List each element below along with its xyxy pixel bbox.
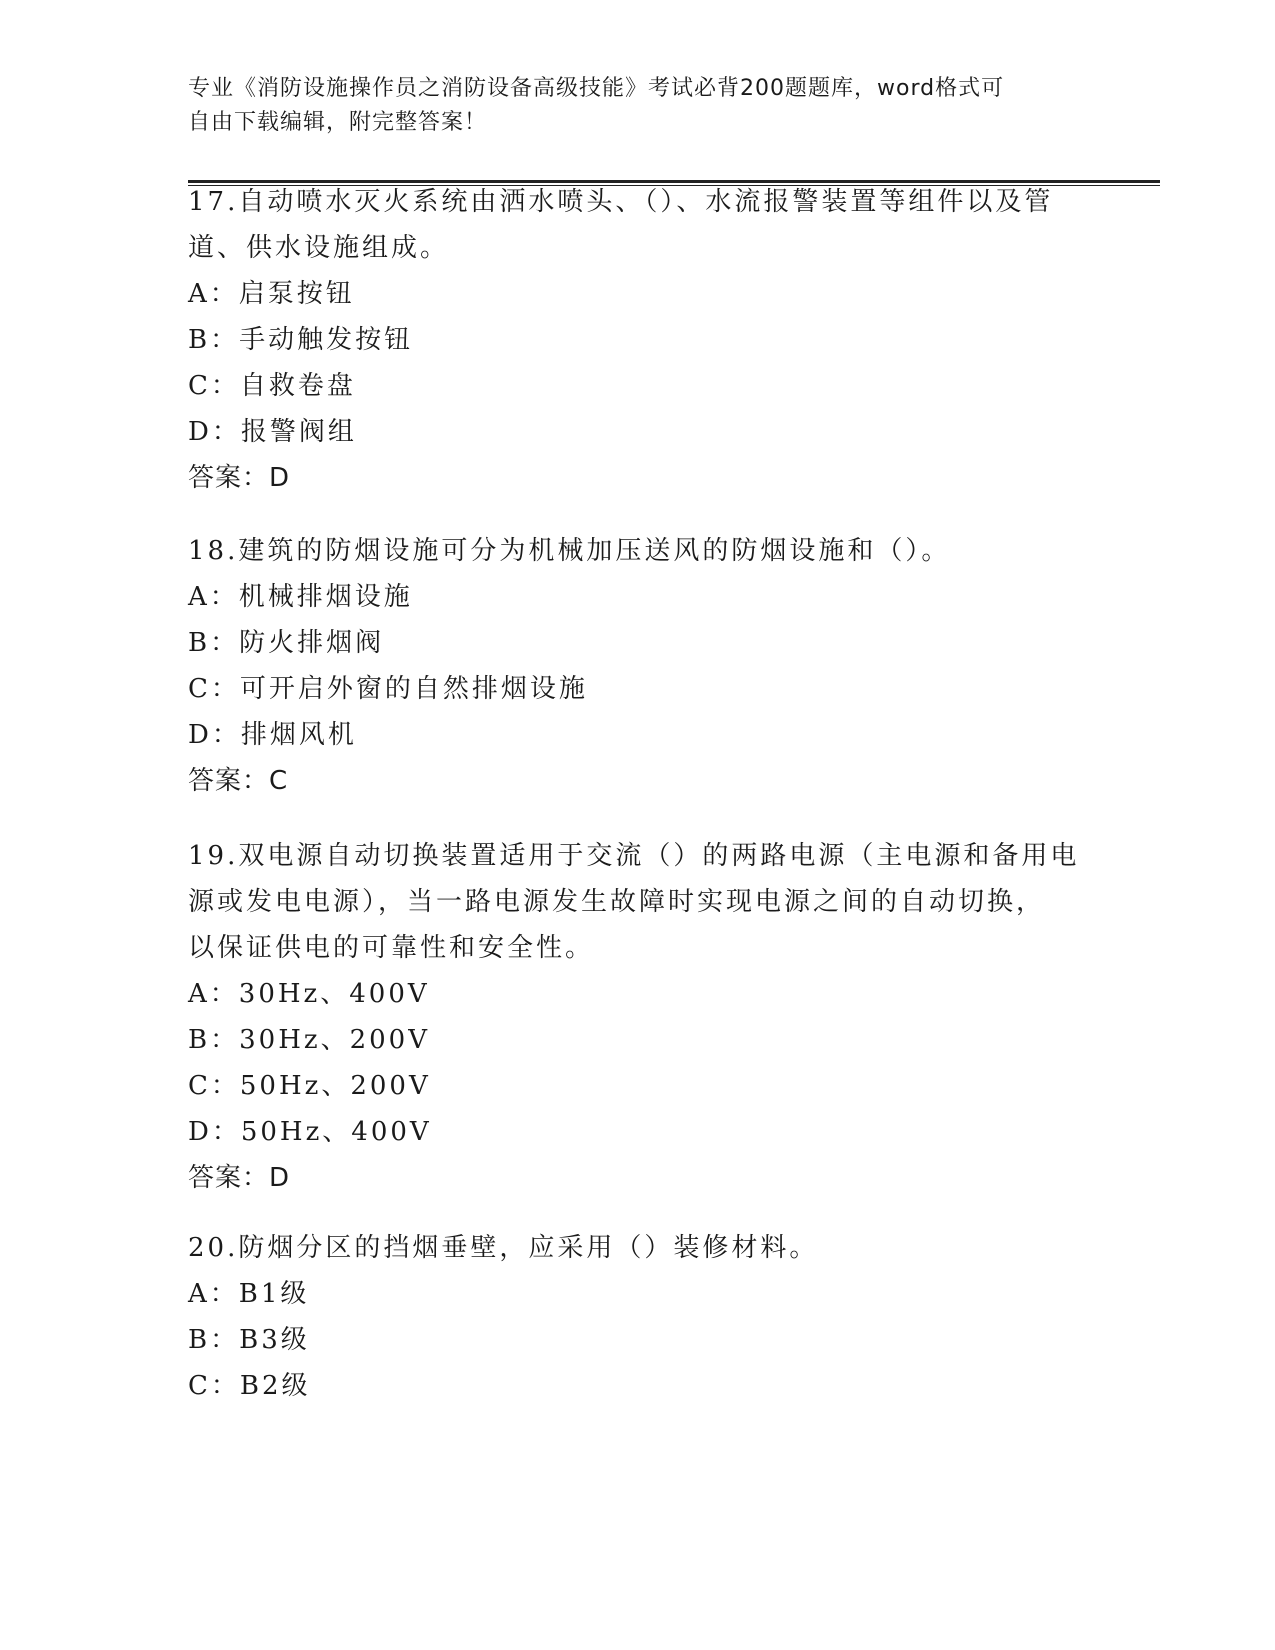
option-d: D：报警阀组 — [188, 417, 357, 447]
question-stem — [188, 528, 1088, 574]
option-b: B：B3级 — [188, 1325, 310, 1355]
answer-label: 答案：C — [188, 766, 289, 796]
stem-line: 道、供水设施组成。 — [188, 233, 450, 263]
option-b: B：防火排烟阀 — [188, 628, 385, 658]
question-20 — [188, 1225, 1088, 1409]
option-b: B：30Hz、200V — [188, 1025, 430, 1055]
header-line-2: 自由下载编辑，附完整答案！ — [188, 110, 488, 135]
answer-label: 答案：D — [188, 1163, 291, 1193]
stem-line: 19.双电源自动切换装置适用于交流（）的两路电源（主电源和备用电 — [188, 841, 1080, 871]
answer-label: 答案：D — [188, 463, 291, 493]
header-line-1: 专业《消防设施操作员之消防设备高级技能》考试必背200题题库，word格式可 — [188, 76, 1005, 101]
question-stem — [188, 833, 1088, 971]
option-a: A：30Hz、400V — [188, 979, 430, 1009]
option-b: B：手动触发按钮 — [188, 325, 414, 355]
option-d: D：50Hz、400V — [188, 1117, 432, 1147]
stem-line: 18.建筑的防烟设施可分为机械加压送风的防烟设施和（）。 — [188, 536, 951, 566]
document-header — [188, 72, 1068, 140]
stem-line: 17.自动喷水灭火系统由洒水喷头、（）、水流报警装置等组件以及管 — [188, 187, 1054, 217]
option-a: A：启泵按钮 — [188, 279, 355, 309]
option-c: C：B2级 — [188, 1371, 311, 1401]
question-19 — [188, 833, 1088, 1201]
option-c: C：自救卷盘 — [188, 371, 356, 401]
question-17 — [188, 179, 1088, 501]
stem-line: 源或发电电源），当一路电源发生故障时实现电源之间的自动切换， — [188, 887, 1046, 917]
option-a: A：B1级 — [188, 1279, 310, 1309]
question-stem — [188, 179, 1088, 271]
question-18 — [188, 528, 1088, 804]
stem-line: 以保证供电的可靠性和安全性。 — [188, 933, 595, 963]
stem-line: 20.防烟分区的挡烟垂壁，应采用（）装修材料。 — [188, 1233, 819, 1263]
option-d: D：排烟风机 — [188, 720, 357, 750]
question-stem — [188, 1225, 1088, 1271]
option-a: A：机械排烟设施 — [188, 582, 413, 612]
option-c: C：50Hz、200V — [188, 1071, 431, 1101]
option-c: C：可开启外窗的自然排烟设施 — [188, 674, 588, 704]
